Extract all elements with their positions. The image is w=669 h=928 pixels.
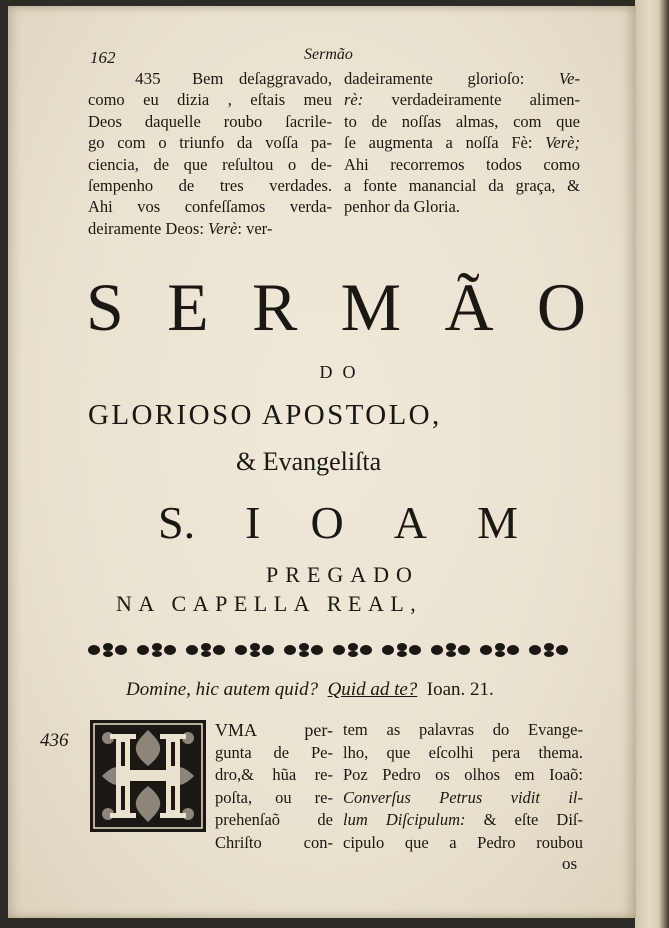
title-saint-name <box>158 496 518 549</box>
text-fragment: : ver- <box>237 218 273 238</box>
verse-reference: Ioan. 21. <box>426 679 494 700</box>
italic-fragment: Converſus Petrus vidit il- <box>343 787 583 807</box>
title-letter: S <box>86 269 124 345</box>
text-line <box>88 68 332 89</box>
title-letter: S. <box>158 497 196 548</box>
book-page <box>8 6 636 918</box>
title-letter: A <box>393 497 428 548</box>
text-line: penhor da Gloria. <box>344 197 460 217</box>
text-line <box>343 809 583 832</box>
text-line: cipulo que a Pedro roubou <box>343 832 583 852</box>
text-line-content: Bem deſaggravado, <box>192 69 333 88</box>
title-letter: O <box>310 497 344 548</box>
paragraph-number: 435 <box>135 69 161 88</box>
text-fragment: ſe augmenta a noſſa Fè: <box>344 133 533 153</box>
title-do: DO <box>319 362 366 382</box>
text-line: prehenſaõ de <box>215 810 333 830</box>
text-line: Poz Pedro os olhos em Ioaõ: <box>343 765 583 785</box>
title-letter: Ã <box>444 269 494 345</box>
italic-fragment: Verè <box>208 218 238 238</box>
title-letter: R <box>252 269 298 345</box>
ornament-divider <box>86 639 576 661</box>
text-line: a fonte manancial da graça, & <box>344 176 580 196</box>
page-number: 162 <box>90 48 116 67</box>
body-right-column <box>343 719 583 855</box>
running-title: Sermão <box>304 46 353 63</box>
text-line <box>88 218 332 239</box>
italic-fragment: Verè; <box>545 133 580 153</box>
text-line: tem as palavras do Evange- <box>343 720 583 739</box>
text-line: gunta de Pe- <box>215 742 333 762</box>
left-text-column <box>88 68 332 239</box>
text-fragment: & eſte Diſ- <box>483 810 584 830</box>
italic-fragment: lum Diſcipulum: <box>343 810 466 830</box>
verse-latin-answer: Quid ad te? <box>327 679 418 700</box>
text-line: como eu dizia , eſtais meu <box>88 90 332 110</box>
title-letter: E <box>167 269 209 345</box>
title-capella-real: NA CAPELLA REAL, <box>116 591 423 616</box>
italic-fragment: Ve- <box>558 69 580 88</box>
right-text-column <box>344 68 580 218</box>
text-line: poſta, ou re- <box>215 787 333 807</box>
text-line: lho, que eſcolhi pera thema. <box>343 742 583 762</box>
title-evangelista: & Evangeliſta <box>236 447 382 476</box>
margin-paragraph-number: 436 <box>40 730 69 751</box>
title-letter: M <box>340 269 402 345</box>
title-letter: I <box>245 497 261 548</box>
text-line: to de noſſas almas, com que <box>344 111 580 131</box>
text-fragment: deiramente Deos: <box>88 218 204 238</box>
decorated-initial-h <box>90 720 206 832</box>
text-line: ciencia, de que reſultou o de- <box>88 154 332 174</box>
text-fragment: dadeiramente glorioſo: <box>344 69 525 88</box>
ornament-unit <box>88 643 127 657</box>
book-page-edges <box>635 0 669 928</box>
text-line <box>344 132 580 153</box>
text-line: Ahi vos confeſſamos verda- <box>88 197 332 217</box>
text-line <box>343 787 583 810</box>
sermon-main-title <box>86 268 586 347</box>
text-line <box>344 68 580 89</box>
scripture-verse <box>126 679 494 701</box>
text-line: Chriſto con- <box>215 832 333 852</box>
text-line: Deos daquelle roubo ſacrile- <box>88 111 332 131</box>
narrow-text-column <box>215 719 333 855</box>
title-letter: O <box>536 269 586 345</box>
text-line: dro,& hũa re- <box>215 765 333 785</box>
text-line: Ahi recorremos todos como <box>344 154 580 174</box>
italic-fragment: rè: <box>344 90 364 110</box>
text-fragment: verdadeiramente alimen- <box>391 90 581 110</box>
text-line <box>344 89 580 110</box>
title-pregado: PREGADO <box>266 562 419 587</box>
text-line: VMA per- <box>215 720 333 740</box>
title-letter: M <box>477 497 518 548</box>
text-line: ſempenho de tres verdades. <box>88 176 332 196</box>
text-line: go com o triunfo da voſſa pa- <box>88 133 332 153</box>
verse-latin-question: Domine, hic autem quid? <box>126 679 319 700</box>
title-glorioso-apostolo: GLORIOSO APOSTOLO, <box>88 399 442 431</box>
catchword: os <box>562 854 578 873</box>
